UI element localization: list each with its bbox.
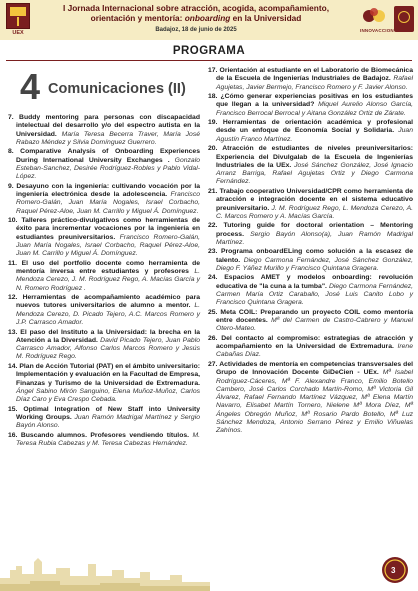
program-item-title: 25. Meta COIL: Preparando un proyecto COIL como mentoría entre docentes. [208, 308, 413, 325]
program-item-authors: Gonzalo Esteban-Sanchez, Desirée Rodríguez-Robles y Pablo Vidal-López. [16, 156, 200, 181]
section-number: 4 [20, 66, 41, 107]
program-item-title: 26. Del contacto al compromiso: estrategias de atracción y acompañamiento en la Universidad de Extremadura. [208, 334, 413, 351]
program-item [208, 119, 413, 144]
program-item-title: 21. Trabajo cooperativo Universidad/CPR como herramienta de atracción e integración docente en el sistema educativo preuniversitario. [208, 187, 413, 212]
header-banner [0, 0, 418, 40]
event-date-location: Badajoz, 18 de junio de 2025 [155, 27, 237, 33]
program-item-authors: Francisco Romero-Galán, Juan María Nogales, Israel Corbacho, Raquel Pérez-Aloe, Juan M. Carrillo y Miguel Á. Domínguez. [16, 191, 200, 215]
program-item [8, 183, 200, 216]
program-item [208, 222, 413, 247]
section-header [8, 66, 200, 112]
program-item-authors: Miquel Aurelio Alonso García, Francisco Berrocal Berrocal y Aitana González Ortiz de Zárate. [216, 101, 413, 117]
program-item-authors: Mª Isabel Rodríguez-Cáceres, Mª F. Alexandre Franco, Emilio Botello Cambero, José Carlos Corchado Martín-Romo, Mª Victoria Gil Álvarez, Rafael Fernando Martínez Vázquez, Mª Elena Martín Navarro, Elisabet Martín Tornero, Nielene Mª Mora Díez, Mª Ángeles Obregón Muñoz, Mª Rosario Pardo Botello, Mª Luz Sánchez Mendoza, Antonio Serrano Pérez y Emilio Viñuelas Zahínos. [216, 369, 414, 435]
left-item-list [8, 114, 200, 448]
program-item-title: 12. Herramientas de acompañamiento académico para nuevos tutores universitarios de alumno a mentor. [8, 294, 200, 310]
page-number: 3 [391, 566, 396, 575]
program-item-authors: José Sánchez González, José Ignacio Arranz Barriga, Rafael Agujetas Ortiz y Diego Carmona Fernández. [216, 161, 413, 186]
program-item [208, 67, 413, 92]
program-item-authors: M. Teresa Rubia Cabezas y M. Teresa Cabezas Hernández. [16, 431, 200, 447]
section-title: Comunicaciones (II) [48, 81, 186, 97]
program-item-title: 11. El uso del portfolio docente como herramienta de mentoría inversa entre estudiantes y profesores [8, 259, 200, 276]
program-item [8, 217, 200, 258]
program-item [8, 406, 200, 431]
heading-divider [6, 60, 412, 61]
program-item-authors: Sergio Bayón Alonso(a), Juan Ramón Madrigal Martínez. [216, 230, 414, 246]
uex-logo-label: UEX [12, 30, 24, 36]
program-item [8, 260, 200, 293]
program-item [208, 145, 413, 186]
program-item-authors: Mª del Carmen de Castro-Cabrero y Manuel Otero-Mateo. [216, 317, 413, 333]
program-item-title: 23. Programa onboardELing como solución a la escasez de talento. [208, 248, 413, 264]
program-item-title: 20. Atracción de estudiantes de niveles preuniversitarios: Experiencia del Divulgalab de la Escuela de Ingenierías Industriales de la UEx. [208, 145, 413, 169]
program-item-title: 13. El paso del Instituto a la Universidad: la brecha en la Atención a la Diversidad. [8, 328, 200, 344]
program-item [208, 309, 413, 334]
program-item-title: 16. Buscando alumnos. Profesores vendiendo títulos. [8, 431, 190, 439]
program-item-authors: Francisco Romero-Galán, Juan María Nogales, Israel Corbacho, Raquel Pérez-Aloe, Juan M. Carrillo y Miguel Á. Domínguez. [16, 233, 200, 258]
program-item-authors: L. Mendoza Cerezo, J. M. Rodríguez Rego, A. Macías García y N. Romero Rodríguez . [16, 268, 200, 292]
program-item-title: 22. Tutoring guide for doctoral orientation – Mentoring process. [208, 222, 413, 238]
program-item [8, 432, 200, 449]
program-item [8, 294, 200, 327]
program-item-authors: Juan Ramón Madrigal Martínez y Sergio Bayón Alonso. [16, 413, 200, 430]
program-item [208, 274, 413, 307]
program-item [8, 329, 200, 362]
right-item-list [208, 67, 413, 436]
university-seal-icon [394, 6, 414, 32]
program-item-title: 9. Desayuno con la ingeniería: cultivando vocación por la ingeniería electrónica desde la adolescencia. [8, 182, 200, 199]
program-item [208, 335, 413, 360]
program-item-authors: Diego Carmona Fernández, Carmen María Ortiz Caraballo, José Luis Canito Lobo y Francisco Quintana Gragera. [216, 282, 414, 307]
program-item-title: 19. Herramientas de orientación académica y profesional desde un enfoque de Economía Social y Solidaria. [208, 119, 413, 135]
program-item-authors: L. Mendoza Cerezo, D. Picado Tejero, A.C. Marcos Romero y J.P. Carrasco Amador. [16, 302, 201, 327]
program-item-title: 15. Optimal Integration of New Staff into University Working Groups. [8, 405, 200, 421]
program-item [208, 188, 413, 221]
program-item-title: 17. Orientación al estudiante en el Laboratorio de Biomecánica de la Escuela de Ingenierías Industriales de Badajoz. [208, 67, 413, 83]
program-item-authors: Ángel Sabino Mirón Sanguino, Elena Muñoz-Muñoz, Carlos Díaz Caro y Eva Crespo Cebada. [16, 387, 200, 404]
program-item [8, 148, 200, 181]
program-item [208, 248, 413, 273]
program-item [8, 363, 200, 404]
program-item-authors: Irene Cabañas Díaz. [216, 343, 413, 359]
program-item [8, 114, 200, 147]
program-item-authors: David Picado Tejero, Juan Pablo Carrasco Amador, Alfonso Carlos Marcos Romero y Jesús M. Rodríguez Rego. [16, 336, 200, 361]
program-item-title: 14. Plan de Acción Tutorial (PAT) en el ámbito universitario: Implementación y evaluación en la Facultad de Empresa, Finanzas y Turismo de la Universidad de Extremadura. [8, 362, 200, 387]
program-item-title: 24. Espacios AMET y modelos onboarding: revolución educativa de "la cuna a la tumba". [208, 274, 413, 290]
program-item-title: 8. Comparative Analysis of Onboarding Experiences During International University Exchanges . [8, 148, 200, 164]
program-item-authors: Diego Carmona Fernández, José Sánchez González, Diego F. Yáñez Murillo y Francisco Quintana Gragera. [216, 256, 414, 272]
program-item-authors: Juan Agustín Franco Martínez. [216, 127, 413, 143]
program-item-title: 7. Buddy mentoring para personas con discapacidad intelectual del desarrollo y/o del espectro autista en la Universidad. [8, 114, 200, 138]
program-item-title: 18. ¿Cómo generar experiencias positivas en los estudiantes que llegan a la universidad? [208, 93, 413, 109]
uex-logo-icon [6, 3, 30, 29]
program-item-authors: Rafael Agujetas, Javier Bermejo, Francisco Romero y F. Javier Alonso. [216, 75, 413, 91]
program-item-authors: María Teresa Becerra Traver, María José Rabazo Méndez y Silvia Domínguez Guerrero. [16, 130, 200, 146]
program-item [208, 361, 413, 436]
program-item-authors: J. M. Rodríguez Rego, L. Mendoza Cerezo, A. C. Marcos Romero y A. Macías García. [216, 204, 414, 220]
program-item-title: 27. Actividades de mentoría en competencias transversales del Grupo de Innovación Docente GiDeCien - UEx. [208, 360, 413, 377]
city-skyline-illustration [0, 548, 210, 591]
innovaccion-logo-label: INNOVACCION [360, 28, 394, 33]
event-title: I Jornada Internacional sobre atracción, acogida, acompañamiento, orientación y mentoría: onboarding en la Universidad [62, 3, 330, 23]
program-item [208, 93, 413, 118]
left-column [8, 66, 201, 449]
program-item-title: 10. Talleres práctico-divulgativos como herramientas de éxito para incrementar vocaciones por la ingeniería en estudiantes preuniversitarios. [8, 217, 200, 241]
innovaccion-logo-icon [360, 6, 390, 26]
right-column [208, 67, 413, 437]
page-heading: PROGRAMA [172, 45, 246, 57]
